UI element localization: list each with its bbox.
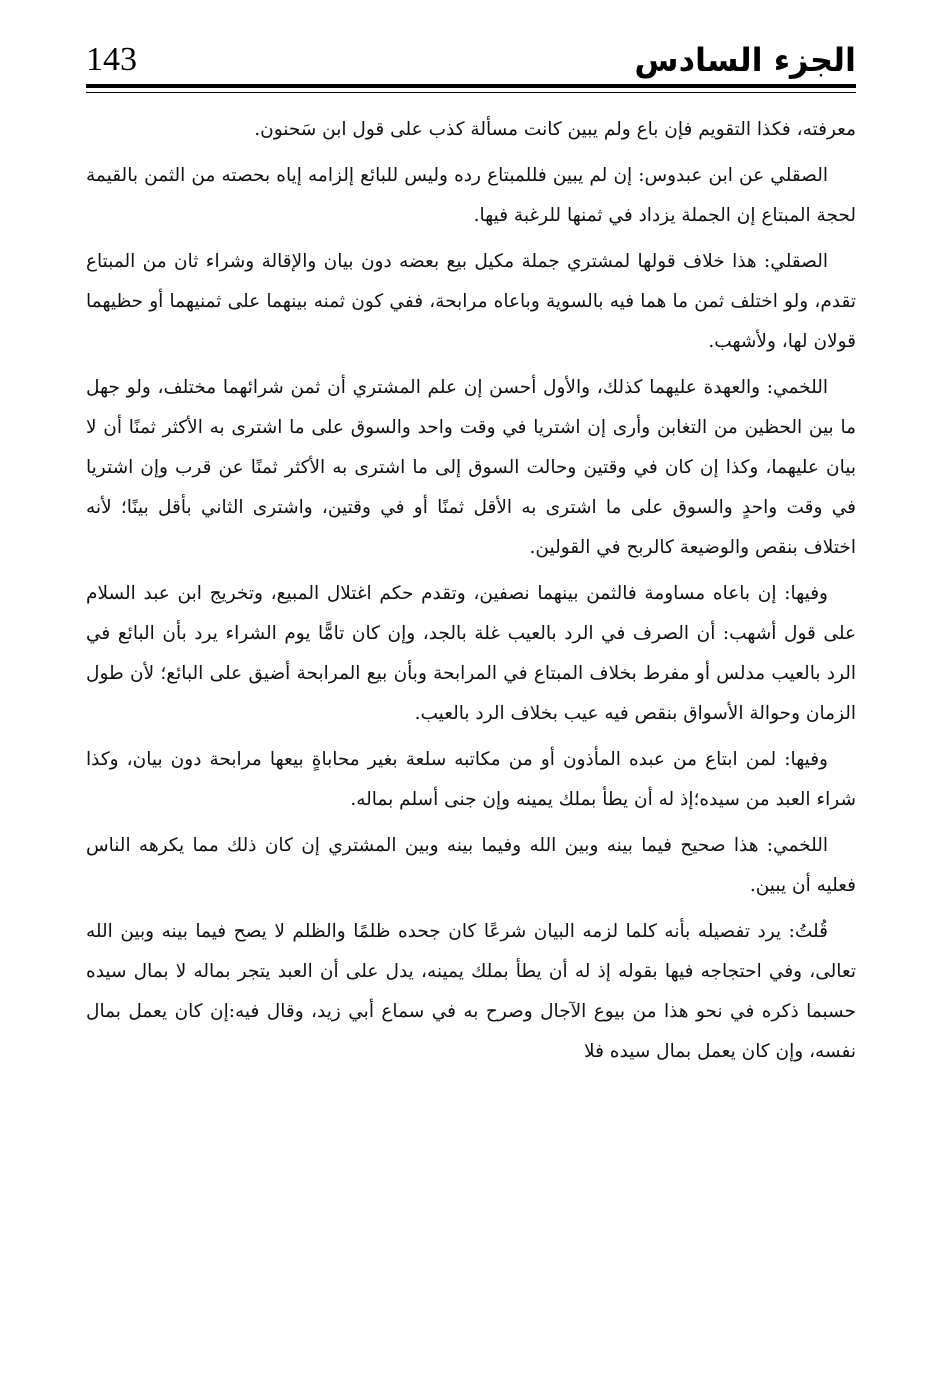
- body-text: [86, 110, 856, 1078]
- paragraph: وفيها: إن باعاه مساومة فالثمن بينهما نصفين، وتقدم حكم اغتلال المبيع، وتخريج ابن عبد السلام على قول أشهب: أن الصرف في الرد بالعيب غلة بالجد، وإن كان تامًّا يوم الشراء يرد بأن البائع في الرد بالعيب مدلس أو مفرط بخلاف المبتاع في المرابحة وبأن بيع المرابحة أضيق على البائع؛ لأن طول الزمان وحوالة الأسواق بنقص فيه عيب بخلاف الرد بالعيب.: [86, 583, 856, 724]
- paragraph: الصقلي عن ابن عبدوس: إن لم يبين فللمبتاع رده وليس للبائع إلزامه إياه بحصته من الثمن بالقيمة لحجة المبتاع إن الجملة يزداد في ثمنها للرغبة فيها.: [86, 165, 856, 226]
- paragraph: معرفته، فكذا التقويم فإن باع ولم يبين كانت مسألة كذب على قول ابن سَحنون.: [254, 119, 856, 140]
- page-header: [86, 38, 856, 82]
- paragraph: وفيها: لمن ابتاع من عبده المأذون أو من مكاتبه سلعة بغير محاباةٍ بيعها مرابحة دون بيان، وكذا شراء العبد من سيده؛إذ له أن يطأ بملك يمينه وإن جنى أسلم بماله.: [86, 749, 856, 810]
- paragraph: الصقلي: هذا خلاف قولها لمشتري جملة مكيل بيع بعضه دون بيان والإقالة وشراء ثان من المبتاع تقدم، ولو اختلف ثمن ما هما فيه بالسوية وباعاه مرابحة، ففي كون ثمنه بينهما على ثمنيهما أو حظيهما قولان لها، ولأشهب.: [86, 251, 856, 352]
- header-rule-thin: [86, 92, 856, 93]
- page-number: 143: [86, 41, 137, 78]
- paragraph: اللخمي: هذا صحيح فيما بينه وبين الله وفيما بينه وبين المشتري إن كان ذلك مما يكرهه الناس فعليه أن يبين.: [86, 835, 856, 896]
- running-title: الجزء السادس: [634, 41, 856, 79]
- paragraph: قُلتُ: يرد تفصيله بأنه كلما لزمه البيان شرعًا كان جحده ظلمًا والظلم لا يصح فيما بينه وبين الله تعالى، وفي احتجاجه فيها بقوله إذ له أن يطأ بملك يمينه، يدل على أن العبد يتجر بماله لا بمال سيده حسبما ذكره في نحو هذا من بيوع الآجال وصرح به في سماع أبي زيد، وقال فيه:إن كان يعمل بمال نفسه، وإن كان يعمل بمال سيده فلا: [86, 921, 856, 1062]
- paragraph: اللخمي: والعهدة عليهما كذلك، والأول أحسن إن علم المشتري أن ثمن شرائهما مختلف، ولو جهل ما بين الحظين من التغابن وأرى إن اشتريا في وقت واحد والسوق على ما اشترى به الأكثر ثمنًا أن لا بيان عليهما، وكذا إن كان في وقتين وحالت السوق إلى ما اشترى به الأكثر ثمنًا عن قرب وإن اشتريا في وقت واحدٍ والسوق على ما اشترى به الأقل ثمنًا أو في وقتين، واشترى الثاني بأقل بينًا؛ لأنه اختلاف بنقص والوضيعة كالربح في القولين.: [86, 377, 856, 558]
- header-rule-thick: [86, 84, 856, 88]
